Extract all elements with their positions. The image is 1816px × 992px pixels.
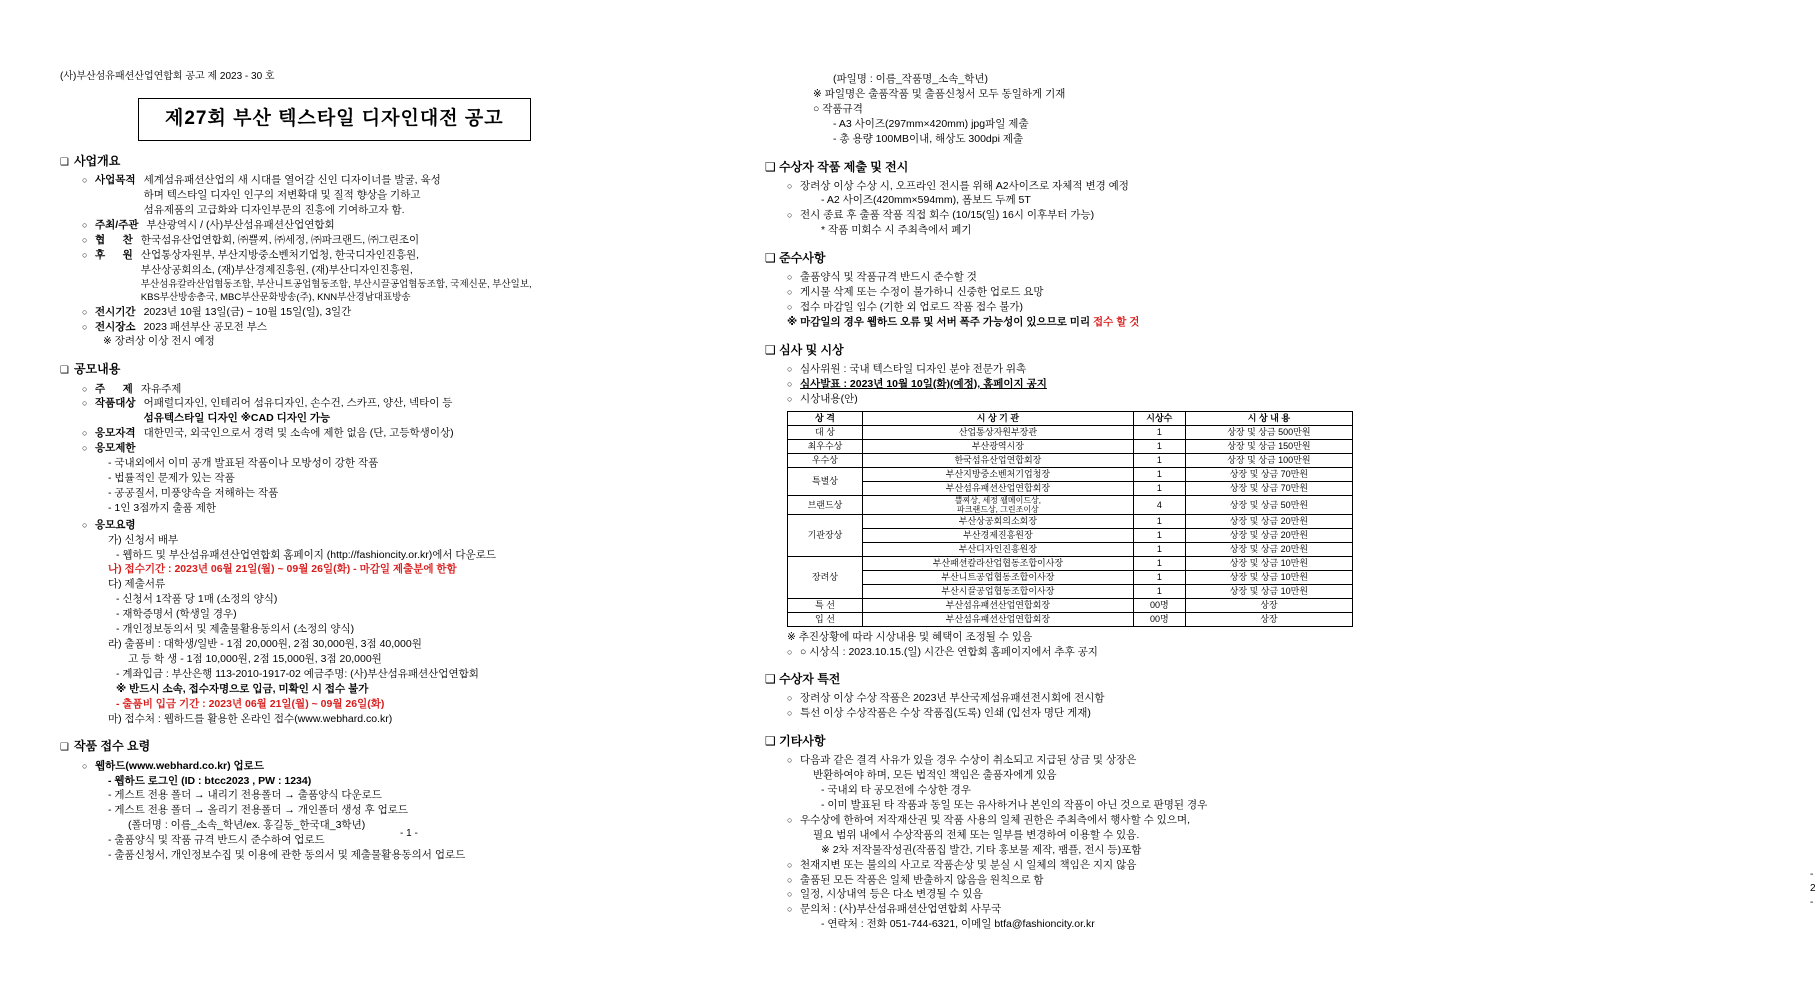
circle-bullet-icon: ○ (787, 210, 793, 221)
item-body: 부산광역시 / (사)부산섬유패션산업연합회 (146, 219, 335, 232)
cell-organization: 한국섬유산업연합회장 (862, 453, 1133, 467)
submission-item (82, 759, 700, 774)
line-part: 우수상에 한하여 저작재산권 및 작품 사용의 일체 권한은 주최측에서 행사할 수 있으며, (800, 813, 1191, 826)
item-line: 섬유텍스타일 디자인 ※CAD 디자인 가능 (143, 412, 331, 425)
item-label: 주최/주관 (95, 219, 139, 232)
cell-count: 1 (1133, 570, 1185, 584)
item-body: 2023년 10월 13일(금) ~ 10월 15일(일), 3일간 (143, 305, 352, 318)
winner-line: * 작품 미회수 시 주최측에서 폐기 (821, 224, 972, 237)
item-body (141, 248, 700, 305)
restriction-line: - 국내외에서 이미 공개 발표된 작품이나 모방성이 강한 작품 (108, 457, 379, 470)
section-heading (60, 153, 700, 170)
cell-grade: 우수상 (788, 453, 863, 467)
item-label: 작품대상 (95, 397, 136, 410)
col-organization: 시 상 기 관 (862, 411, 1133, 425)
cell-count: 1 (1133, 542, 1185, 556)
line-text: 장려상 이상 수상 작품은 2023년 부산국제섬유패션전시회에 전시함 (800, 692, 1105, 705)
cell-description: 상장 및 상금 150만원 (1185, 439, 1352, 453)
col-grade: 상 격 (788, 411, 863, 425)
benefit-line (787, 691, 1365, 706)
square-bullet-icon: ❑ (60, 742, 69, 754)
page-number-left: - 1 - (400, 827, 418, 839)
misc-line: - 국내외 타 공모전에 수상한 경우 (821, 784, 971, 797)
apply-line: 가) 신청서 배부 (108, 533, 179, 546)
circle-bullet-icon: ○ (787, 814, 793, 825)
contest-item (82, 396, 700, 426)
circle-bullet-icon: ○ (787, 859, 793, 870)
section-heading (765, 159, 1365, 176)
overview-item (82, 218, 700, 233)
cell-organization: 부산지방중소벤처기업청장 (862, 467, 1133, 481)
circle-bullet-icon: ○ (787, 889, 793, 900)
circle-bullet-icon: ○ (787, 180, 793, 191)
table-row (788, 612, 1353, 626)
cell-description: 상장 및 상금 100만원 (1185, 453, 1352, 467)
circle-bullet-icon: ○ (787, 874, 793, 885)
cell-organization: 산업통상자원부장관 (862, 425, 1133, 439)
cell-count: 1 (1133, 584, 1185, 598)
cell-organization: 부산광역시장 (862, 439, 1133, 453)
circle-bullet-icon: ○ (82, 306, 88, 317)
line-text (800, 813, 1365, 828)
circle-bullet-icon: ○ (787, 693, 793, 704)
table-row (788, 598, 1353, 612)
cell-organization: 부산패션칼라산업협동조합이사장 (862, 556, 1133, 570)
restriction-line: - 1인 3점까지 출품 제한 (108, 501, 216, 514)
warning-highlight: 접수 할 것 (1093, 315, 1140, 328)
circle-bullet-icon: ○ (787, 393, 793, 404)
apply-line-deadline (108, 562, 700, 577)
compliance-line (787, 270, 1365, 285)
section-heading (765, 671, 1365, 688)
overview-item (82, 320, 700, 335)
submission-line: - 출품양식 및 작품 규격 반드시 준수하여 업로드 (108, 834, 325, 847)
cell-count: 1 (1133, 467, 1185, 481)
cell-description: 상장 및 상금 20만원 (1185, 514, 1352, 528)
cell-description: 상장 및 상금 20만원 (1185, 542, 1352, 556)
square-bullet-icon: ❑ (765, 342, 776, 357)
item-body (144, 173, 700, 218)
section-heading (765, 342, 1365, 359)
overview-item (82, 233, 700, 248)
circle-bullet-icon: ○ (787, 287, 793, 298)
section-benefits (765, 671, 1365, 721)
item-line: 세계섬유패션산업의 새 시대를 열어갈 신인 디자이너를 발굴, 육성 (143, 174, 441, 187)
cell-description: 상장 및 상금 20만원 (1185, 528, 1352, 542)
apply-line: 고 등 학 생 - 1점 10,000원, 2점 15,000원, 3점 20,000원 (128, 652, 382, 665)
circle-bullet-icon: ○ (787, 302, 793, 313)
section-heading (60, 738, 700, 755)
judging-line (787, 392, 1365, 407)
submission-line: - 출품신청서, 개인정보수집 및 이용에 관한 동의서 및 제출물활용동의서 업로드 (108, 849, 466, 862)
cell-description: 상장 (1185, 612, 1352, 626)
item-body: 자유주제 (140, 382, 182, 395)
submission-line: - 게스트 전용 폴더 → 올리기 전용폴더 → 개인폴더 생성 후 업로드 (108, 804, 409, 817)
table-row (788, 528, 1353, 542)
cell-organization: 부산섬유패션산업연합회장 (862, 612, 1133, 626)
circle-bullet-icon: ○ (82, 443, 88, 454)
item-label: 전시장소 (95, 320, 136, 333)
circle-bullet-icon: ○ (82, 383, 88, 394)
cell-count: 00명 (1133, 612, 1185, 626)
misc-line (787, 887, 1365, 902)
square-bullet-icon: ❑ (765, 672, 776, 687)
deadline-text: 나) 접수기간 : 2023년 06월 21일(월) ~ 09월 26일(화) - 마감일 제출분에 한함 (108, 563, 457, 576)
table-row (788, 439, 1353, 453)
cell-organization: 부산니트공업협동조합이사장 (862, 570, 1133, 584)
item-label: 응모요령 (95, 518, 136, 531)
overview-item (82, 248, 700, 305)
table-row (788, 542, 1353, 556)
warning-prefix: ※ 마감일의 경우 웹하드 오류 및 서버 폭주 가능성이 있으므로 미리 (787, 315, 1094, 328)
section-compliance (765, 250, 1365, 330)
item-line: 섬유제품의 고급화와 디자인부문의 진흥에 기여하고자 함. (143, 204, 405, 217)
circle-bullet-icon: ○ (787, 272, 793, 283)
section-submission-title: 작품 접수 요령 (73, 739, 151, 754)
cell-organization: 부산섬유패션산업연합회장 (862, 598, 1133, 612)
section-winner-submission-title: 수상자 작품 제출 및 전시 (779, 159, 909, 174)
section-contest (60, 361, 700, 726)
line-text: 다음과 같은 결격 사유가 있을 경우 수상이 취소되고 지급된 상금 및 상장은 (800, 754, 1137, 767)
apply-line: 라) 출품비 : 대학생/일반 - 1점 20,000원, 2점 30,000원, 3점 40,000원 (108, 637, 422, 650)
item-label: 응모제한 (95, 442, 136, 455)
contest-item (82, 441, 700, 456)
misc-line: 필요 범위 내에서 수상작품의 전체 또는 일부를 변경하여 이용할 수 있음. (813, 828, 1140, 841)
circle-bullet-icon: ○ (82, 220, 88, 231)
section-overview-title: 사업개요 (73, 154, 121, 169)
item-label: 후 원 (95, 248, 133, 261)
cell-grade: 최우수상 (788, 439, 863, 453)
cell-organization: 쁠찌상, 세정 웰메이드상, 파크랜드상, 그린조이상 (862, 495, 1133, 514)
misc-line (787, 902, 1365, 917)
cell-count: 00명 (1133, 598, 1185, 612)
overview-item (82, 305, 700, 320)
apply-line: - 계좌입금 : 부산은행 113-2010-1917-02 예금주명: (사)부산섬유패션산업연합회 (116, 667, 479, 680)
winner-line: - A2 사이즈(420mm×594mm), 폼보드 두께 5T (821, 194, 1031, 207)
circle-bullet-icon: ○ (82, 760, 88, 771)
left-column (60, 0, 700, 863)
award-table-body (788, 425, 1353, 626)
cell-description: 상장 및 상금 10만원 (1185, 556, 1352, 570)
section-judging-title: 심사 및 시상 (779, 342, 844, 357)
submission-line: - 게스트 전용 폴더 → 내리기 전용폴더 → 출품양식 다운로드 (108, 789, 382, 802)
line-text: 천재지변 또는 불의의 사고로 작품손상 및 분실 시 일체의 책임은 지지 않음 (800, 858, 1137, 871)
submission-line (108, 774, 700, 789)
cell-organization: 부산경제진흥원장 (862, 528, 1133, 542)
misc-line: - 이미 발표된 타 작품과 동일 또는 유사하거나 본인의 작품이 아닌 것으로 판명된 경우 (821, 799, 1208, 811)
restriction-line: - 공공질서, 미풍양속을 저해하는 작품 (108, 486, 279, 499)
line-text: 장려상 이상 수상 시, 오프라인 전시를 위해 A2사이즈로 자체적 변경 예정 (800, 179, 1129, 192)
table-row (788, 556, 1353, 570)
benefit-line (787, 706, 1365, 721)
item-label: 사업목적 (95, 174, 136, 187)
file-name-note: ※ 파일명은 출품작품 및 출품신청서 모두 동일하게 기재 (813, 87, 1066, 100)
cell-count: 1 (1133, 528, 1185, 542)
payment-period-text: - 출품비 입금 기간 : 2023년 06월 21일(월) ~ 09월 26일(화) (116, 697, 385, 710)
award-note-2 (787, 645, 1365, 660)
col-description: 시 상 내 용 (1185, 411, 1352, 425)
table-row (788, 514, 1353, 528)
cell-organization: 부산디자인진흥원장 (862, 542, 1133, 556)
table-header-row (788, 411, 1353, 425)
table-row (788, 570, 1353, 584)
table-row (788, 481, 1353, 495)
line-text: 일정, 시상내역 등은 다소 변경될 수 있음 (800, 888, 983, 901)
cell-description: 상장 (1185, 598, 1352, 612)
apply-item (82, 518, 700, 533)
judging-line (787, 362, 1365, 377)
item-label: 협 찬 (95, 233, 133, 246)
cell-description: 상장 및 상금 70만원 (1185, 467, 1352, 481)
item-body (144, 396, 700, 426)
square-bullet-icon: ❑ (60, 157, 69, 169)
apply-line: - 신청서 1작품 당 1매 (소정의 양식) (116, 593, 278, 606)
contact-label: 문의처 : (사)부산섬유패션산업연합회 사무국 (800, 903, 1002, 916)
circle-bullet-icon: ○ (82, 249, 88, 260)
section-overview (60, 153, 700, 349)
webhard-label: 웹하드(www.webhard.co.kr) 업로드 (95, 759, 264, 772)
misc-line (787, 858, 1365, 873)
item-line: 부산상공회의소, (재)부산경제진흥원, (재)부산디자인진흥원, (140, 263, 413, 276)
circle-bullet-icon: ○ (82, 321, 88, 332)
cell-count: 1 (1133, 481, 1185, 495)
compliance-line (787, 285, 1365, 300)
spec-line: - A3 사이즈(297mm×420mm) jpg파일 제출 (833, 117, 1029, 130)
square-bullet-icon: ❑ (765, 734, 776, 749)
misc-line: 반환하여야 하며, 모든 법적인 책임은 출품자에게 있음 (813, 769, 1057, 782)
cell-grade: 입 선 (788, 612, 863, 626)
circle-bullet-icon: ○ (82, 234, 88, 245)
apply-line: 마) 접수처 : 웹하드를 활용한 온라인 접수(www.webhard.co.kr) (108, 712, 393, 725)
compliance-line (787, 300, 1365, 315)
spec-line: - 총 용량 100MB이내, 해상도 300dpi 제출 (833, 132, 1024, 145)
login-info: - 웹하드 로그인 (ID : btcc2023 , PW : 1234) (108, 774, 312, 787)
item-line: 하며 텍스타일 디자인 인구의 저변확대 및 질적 향상을 기하고 (143, 189, 421, 202)
section-compliance-title: 준수사항 (779, 251, 826, 266)
item-body: 한국섬유산업연합회, ㈜쁠찌, ㈜세정, ㈜파크랜드, ㈜그린조이 (140, 233, 420, 246)
circle-bullet-icon: ○ (787, 646, 793, 657)
misc-line (787, 753, 1365, 768)
table-row (788, 495, 1353, 514)
item-label: 전시기간 (95, 305, 136, 318)
apply-line-payperiod (116, 697, 700, 712)
item-body: 대한민국, 외국인으로서 경력 및 소속에 제한 없음 (단, 고등학생이상) (143, 427, 454, 440)
cell-count: 1 (1133, 556, 1185, 570)
spec-label: ○ 작품규격 (813, 102, 863, 115)
winner-line (787, 208, 1365, 223)
cell-organization: 부산상공회의소회장 (862, 514, 1133, 528)
line-text: 출품양식 및 작품규격 반드시 준수할 것 (800, 271, 977, 284)
cell-grade: 특별상 (788, 467, 863, 495)
square-bullet-icon: ❑ (765, 251, 776, 266)
item-line: KBS부산방송총국, MBC부산문화방송(주), KNN부산경남대표방송 (140, 292, 411, 304)
line-text: 특선 이상 수상작품은 수상 작품집(도록) 인쇄 (입선자 명단 게재) (800, 707, 1091, 720)
circle-bullet-icon: ○ (787, 708, 793, 719)
overview-note: ※ 장려상 이상 전시 예정 (103, 335, 215, 348)
submission-line: (폴더명 : 이름_소속_학년/ex. 홍길동_한국대_3학년) (128, 819, 366, 832)
cell-description: 상장 및 상금 70만원 (1185, 481, 1352, 495)
cell-organization: 부산섬유패션산업연합회장 (862, 481, 1133, 495)
contest-item (82, 426, 700, 441)
cell-organization: 부산시끌공업협동조합이사장 (862, 584, 1133, 598)
restriction-line: - 법률적인 문제가 있는 작품 (108, 472, 235, 484)
misc-line: ※ 2차 저작물작성권(작품집 발간, 기타 홍보물 제작, 팸플, 전시 등)포함 (821, 843, 1142, 856)
line-text: ○ 시상식 : 2023.10.15.(일) 시간은 연합회 홈페이지에서 추후 공지 (800, 645, 1098, 658)
section-judging (765, 342, 1365, 660)
cell-description: 상장 및 상금 10만원 (1185, 570, 1352, 584)
cell-grade: 브랜드상 (788, 495, 863, 514)
cell-count: 1 (1133, 514, 1185, 528)
table-row (788, 425, 1353, 439)
cell-description: 상장 및 상금 50만원 (1185, 495, 1352, 514)
line-text: 심사위원 : 국내 텍스타일 디자인 분야 전문가 위촉 (800, 362, 1027, 375)
line-text: 시상내용(안) (800, 392, 858, 405)
compliance-warning (787, 315, 1365, 330)
page-number-right: - 2 - (1810, 868, 1816, 908)
cell-grade: 대 상 (788, 425, 863, 439)
cell-count: 1 (1133, 425, 1185, 439)
circle-bullet-icon: ○ (787, 363, 793, 374)
overview-item (82, 173, 700, 218)
item-label: 주 제 (95, 382, 133, 395)
square-bullet-icon: ❑ (60, 365, 69, 377)
circle-bullet-icon: ○ (82, 175, 88, 186)
item-body: 2023 패션부산 공모전 부스 (143, 320, 267, 333)
circle-bullet-icon: ○ (82, 398, 88, 409)
misc-line (787, 813, 1365, 828)
file-name-rule: (파일명 : 이름_작품명_소속_학년) (833, 73, 988, 85)
table-row (788, 584, 1353, 598)
apply-line: 다) 제출서류 (108, 578, 166, 591)
cell-grade: 기관장상 (788, 514, 863, 556)
col-count: 시상수 (1133, 411, 1185, 425)
document-title-box (138, 98, 531, 141)
section-heading (765, 733, 1365, 750)
section-winner-submission (765, 159, 1365, 239)
circle-bullet-icon: ○ (787, 378, 793, 389)
document-number: (사)부산섬유패션산업연합회 공고 제 2023 - 30 호 (60, 71, 275, 82)
table-row (788, 453, 1353, 467)
item-line: 부산섬유칼라산업협동조합, 부산니트공업협동조합, 부산시끌공업협동조합, 국제신문, 부산일보, (140, 278, 532, 290)
apply-line: - 웹하드 및 부산섬유패션산업연합회 홈페이지 (http://fashioncity.or.kr)에서 다운로드 (116, 548, 496, 561)
line-text: 접수 마감일 임수 (기한 외 업로드 작품 접수 불가) (800, 301, 1024, 314)
section-misc (765, 733, 1365, 932)
cell-grade: 특 선 (788, 598, 863, 612)
item-line: 어패럴디자인, 인테리어 섬유디자인, 손수건, 스카프, 양산, 넥타이 등 (143, 397, 453, 410)
square-bullet-icon: ❑ (765, 159, 776, 174)
section-benefits-title: 수상자 특전 (779, 672, 841, 687)
warning-text: ※ 반드시 소속, 접수자명으로 입금, 미확인 시 접수 불가 (116, 682, 369, 695)
contact-line: - 연락처 : 전화 051-744-6321, 이메일 btfa@fashioncity.or.kr (821, 918, 1095, 931)
award-table (787, 411, 1353, 627)
section-submission (60, 738, 700, 863)
item-label: 응모자격 (95, 427, 136, 440)
announcement-date: 심사발표 : 2023년 10월 10일(화)(예정), 홈페이지 공지 (800, 377, 1047, 390)
apply-line: - 개인정보동의서 및 제출물활용동의서 (소정의 양식) (116, 623, 355, 636)
cell-description: 상장 및 상금 500만원 (1185, 425, 1352, 439)
page-title: 제27회 부산 텍스타일 디자인대전 공고 (165, 108, 504, 130)
cell-description: 상장 및 상금 10만원 (1185, 584, 1352, 598)
winner-line (787, 179, 1365, 194)
judging-line (787, 377, 1365, 392)
circle-bullet-icon: ○ (787, 904, 793, 915)
section-heading (60, 361, 700, 378)
misc-line (787, 873, 1365, 888)
circle-bullet-icon: ○ (82, 519, 88, 530)
award-note-1: ※ 추진상황에 따라 시상내용 및 혜택이 조정될 수 있음 (787, 630, 1033, 643)
circle-bullet-icon: ○ (787, 755, 793, 766)
cell-count: 4 (1133, 495, 1185, 514)
cell-grade: 장려상 (788, 556, 863, 598)
apply-line: - 재학증명서 (학생일 경우) (116, 608, 237, 621)
right-column (765, 0, 1816, 932)
cell-count: 1 (1133, 453, 1185, 467)
section-contest-title: 공모내용 (73, 362, 121, 377)
cell-count: 1 (1133, 439, 1185, 453)
item-line: 산업통상자원부, 부산지방중소벤처기업청, 한국디자인진흥원, (140, 248, 420, 261)
line-text: 게시물 삭제 또는 수정이 불가하니 신중한 업로드 요망 (800, 286, 1044, 299)
apply-line-warning (116, 682, 700, 697)
contest-item (82, 382, 700, 397)
table-row (788, 467, 1353, 481)
line-text: 전시 종료 후 출품 작품 직접 회수 (10/15(일) 16시 이후부터 가능) (800, 209, 1095, 222)
section-misc-title: 기타사항 (779, 734, 826, 749)
line-text: 출품된 모든 작품은 일체 반출하지 않음을 원칙으로 함 (800, 873, 1044, 886)
section-heading (765, 250, 1365, 267)
circle-bullet-icon: ○ (82, 428, 88, 439)
